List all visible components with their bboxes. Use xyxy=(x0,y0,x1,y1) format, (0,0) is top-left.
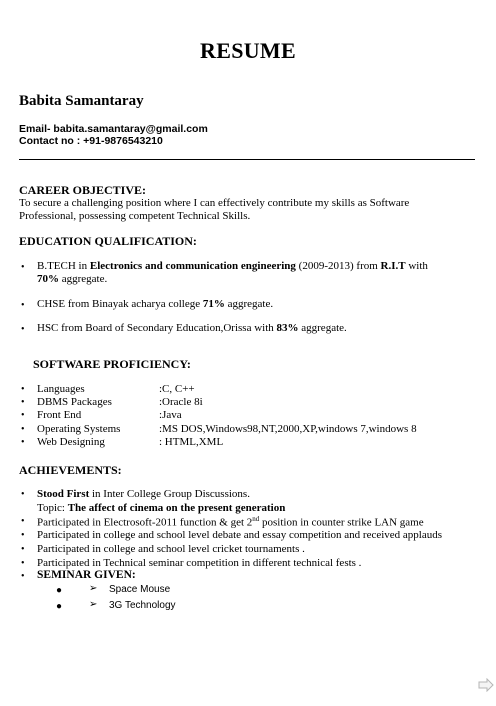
education-item-btech: B.TECH in Electronics and communication engineering (2009-2013) from R.I.T with xyxy=(37,260,428,272)
software-label: Operating Systems xyxy=(37,423,121,435)
seminar-heading: SEMINAR GIVEN: xyxy=(37,569,136,581)
email-line: Email- babita.samantaray@gmail.com xyxy=(19,123,208,135)
software-value: : HTML,XML xyxy=(159,436,224,448)
bullet-icon: • xyxy=(21,571,25,582)
achievements-heading: ACHIEVEMENTS: xyxy=(19,463,122,477)
achievement-topic: Topic: The affect of cinema on the present generation xyxy=(37,502,286,514)
resume-title: RESUME xyxy=(200,38,296,63)
bullet-icon: • xyxy=(21,262,25,273)
bullet-icon: • xyxy=(21,558,25,569)
software-value: :MS DOS,Windows98,NT,2000,XP,windows 7,windows 8 xyxy=(159,423,417,435)
education-item-chse: CHSE from Binayak acharya college 71% aggregate. xyxy=(37,298,274,310)
bullet-icon: • xyxy=(21,300,25,311)
achievement-item: Participated in Technical seminar competition in different technical fests . xyxy=(37,557,362,569)
next-page-arrow-icon[interactable] xyxy=(478,678,494,692)
bullet-icon: • xyxy=(21,516,25,527)
bullet-icon: • xyxy=(21,324,25,335)
bullet-icon: • xyxy=(21,544,25,555)
bullet-icon: • xyxy=(21,489,25,500)
software-value: :Oracle 8i xyxy=(159,396,203,408)
bullet-icon: ● xyxy=(56,585,63,596)
achievement-item: Participated in college and school level cricket tournaments . xyxy=(37,543,305,555)
header-divider xyxy=(19,159,475,160)
software-label: DBMS Packages xyxy=(37,396,112,408)
arrow-bullet-icon: ➢ xyxy=(89,599,98,610)
bullet-icon: • xyxy=(21,530,25,541)
achievement-item: Participated in college and school level debate and essay competition and received applauds xyxy=(37,529,443,541)
achievement-item: Participated in Electrosoft-2011 function & get 2nd position in counter strike LAN game xyxy=(37,515,424,529)
bullet-icon: ● xyxy=(56,601,63,612)
career-line-1: To secure a challenging position where I can effectively contribute my skills as Software xyxy=(19,197,410,209)
seminar-item: 3G Technology xyxy=(109,600,176,611)
software-value: :C, C++ xyxy=(159,383,195,395)
software-value: :Java xyxy=(159,409,182,421)
career-heading: CAREER OBJECTIVE: xyxy=(19,183,147,197)
career-line-2: Professional, possessing competent Technical Skills. xyxy=(19,210,251,222)
education-item-btech-cont: 70% aggregate. xyxy=(37,273,108,285)
arrow-bullet-icon: ➢ xyxy=(89,583,98,594)
education-heading: EDUCATION QUALIFICATION: xyxy=(19,234,197,248)
bullet-icon: • xyxy=(21,397,25,408)
contact-line: Contact no : +91-9876543210 xyxy=(19,135,163,147)
education-item-hsc: HSC from Board of Secondary Education,Orissa with 83% aggregate. xyxy=(37,322,347,334)
software-label: Front End xyxy=(37,409,82,421)
bullet-icon: • xyxy=(21,437,25,448)
achievement-item: Stood First in Inter College Group Discussions. xyxy=(37,488,250,500)
seminar-item: Space Mouse xyxy=(109,584,171,595)
software-heading: SOFTWARE PROFICIENCY: xyxy=(33,357,191,371)
bullet-icon: • xyxy=(21,410,25,421)
bullet-icon: • xyxy=(21,384,25,395)
software-label: Languages xyxy=(37,383,85,395)
candidate-name: Babita Samantaray xyxy=(19,93,144,109)
software-label: Web Designing xyxy=(37,436,105,448)
bullet-icon: • xyxy=(21,424,25,435)
